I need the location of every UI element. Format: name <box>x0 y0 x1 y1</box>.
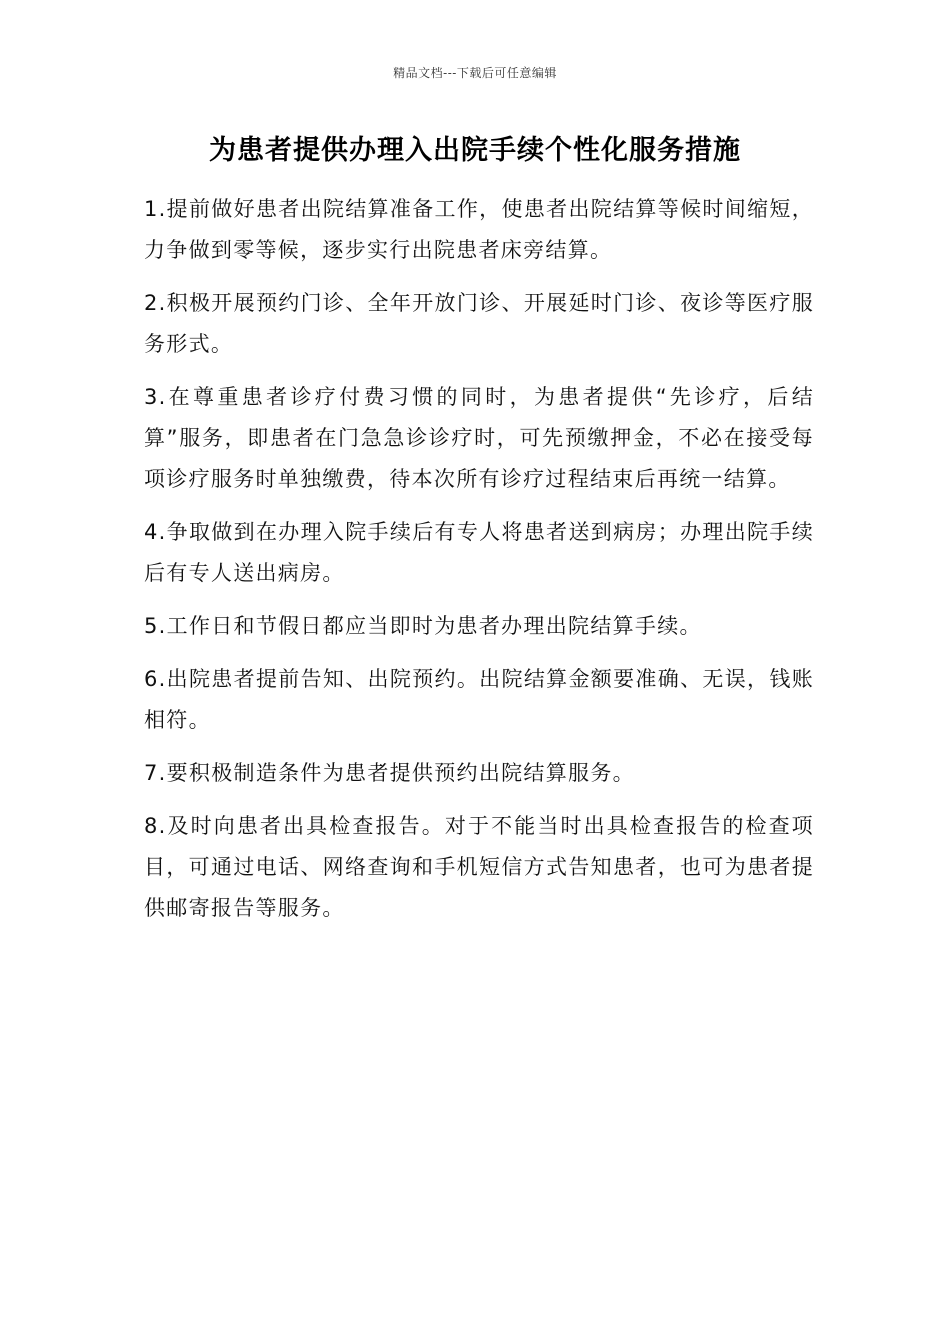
list-item: 2.积极开展预约门诊、全年开放门诊、开展延时门诊、夜诊等医疗服务形式。 <box>144 291 814 356</box>
list-item: 7.要积极制造条件为患者提供预约出院结算服务。 <box>144 761 635 785</box>
list-item: 4.争取做到在办理入院手续后有专人将患者送到病房；办理出院手续后有专人送出病房。 <box>144 520 814 585</box>
list-item: 8.及时向患者出具检查报告。对于不能当时出具检查报告的检查项目，可通过电话、网络查询和手机短信方式告知患者，也可为患者提供邮寄报告等服务。 <box>144 814 814 920</box>
measures-list <box>144 189 814 941</box>
list-item: 5.工作日和节假日都应当即时为患者办理出院结算手续。 <box>144 614 702 638</box>
header-note: 精品文档---下载后可任意编辑 <box>393 66 557 80</box>
list-item: 3.在尊重患者诊疗付费习惯的同时，为患者提供“先诊疗，后结算”服务，即患者在门急急诊诊疗时，可先预缴押金，不必在接受每项诊疗服务时单独缴费，待本次所有诊疗过程结束后再统一结算。 <box>144 385 814 491</box>
list-item: 6.出院患者提前告知、出院预约。出院结算金额要准确、无误，钱账相符。 <box>144 667 814 732</box>
page-title: 为患者提供办理入出院手续个性化服务措施 <box>209 135 741 166</box>
list-item: 1.提前做好患者出院结算准备工作，使患者出院结算等候时间缩短，力争做到零等候，逐步实行出院患者床旁结算。 <box>144 197 814 262</box>
